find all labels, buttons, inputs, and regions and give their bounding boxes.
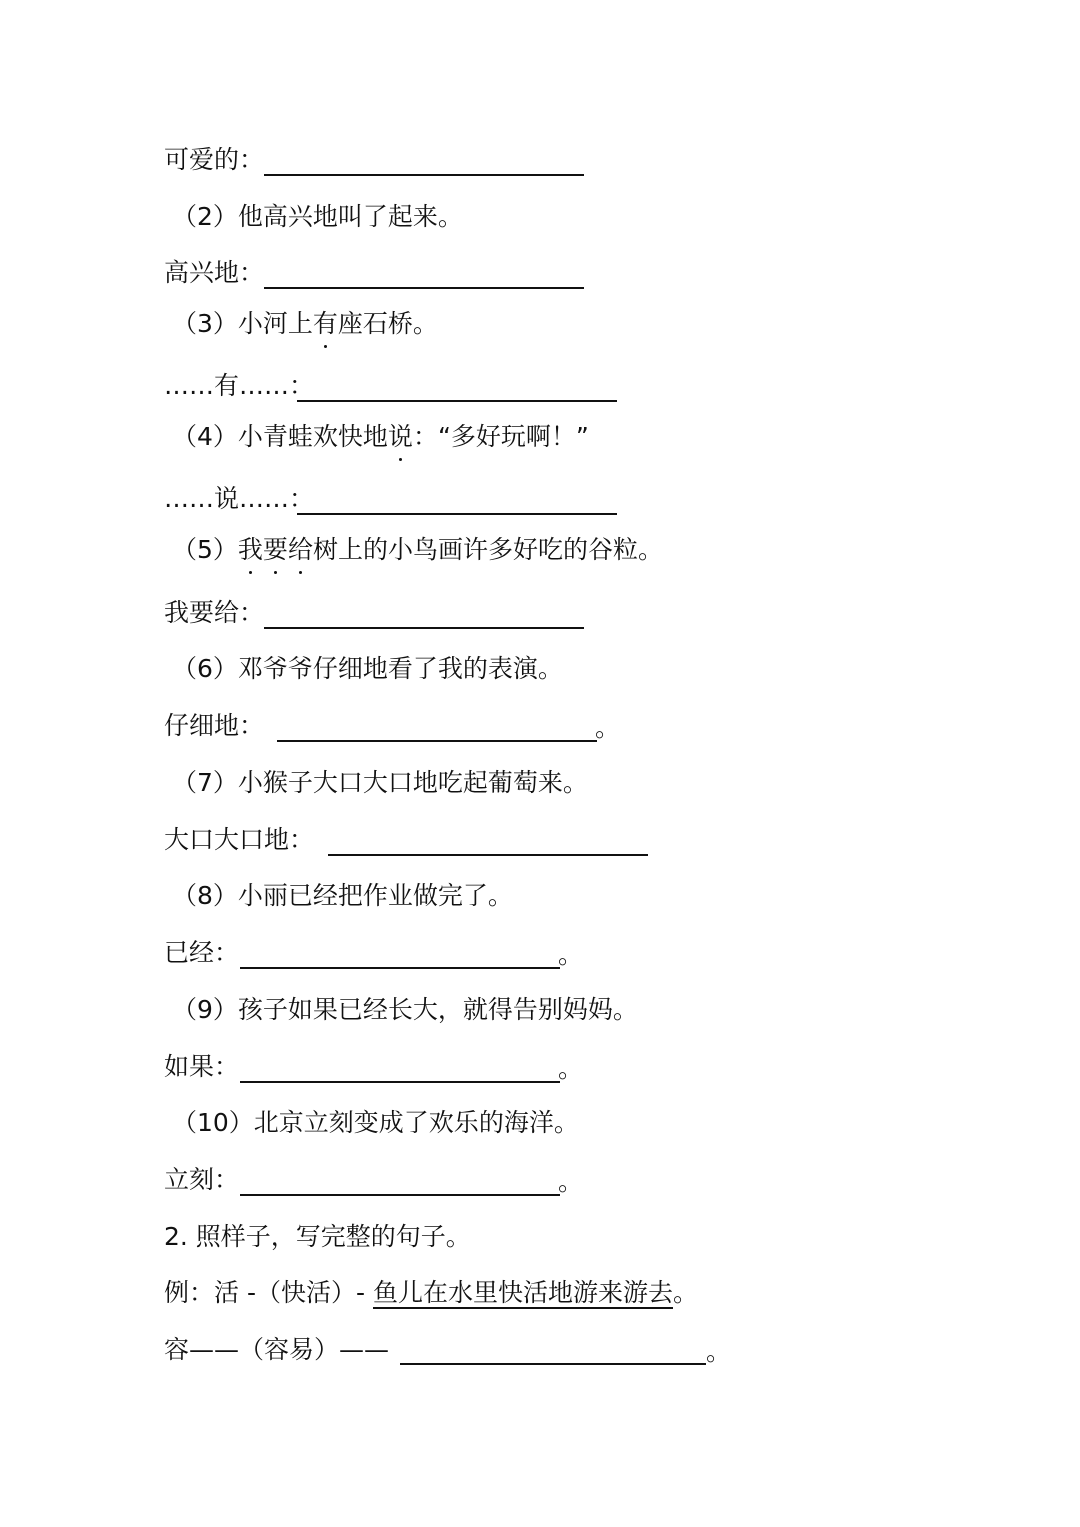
question-4: （4）小青蛙欢快地说：“多好玩啊！”	[172, 417, 589, 457]
example-sentence: 鱼儿在水里快活地游来游去	[372, 1278, 673, 1307]
answer-blank-7[interactable]	[328, 854, 648, 856]
question-8: （8）小丽已经把作业做完了。	[172, 881, 513, 910]
emphasis-char: 给	[288, 530, 313, 570]
answer-blank-6[interactable]	[277, 740, 597, 742]
end-mark-9: 。	[558, 1054, 584, 1083]
answer-blank-5[interactable]	[264, 627, 584, 629]
answer-blank-2[interactable]	[264, 287, 584, 289]
emphasis-char: 我	[238, 530, 263, 570]
answer-label-5: 我要给：	[164, 598, 265, 627]
end-mark-10: 。	[558, 1167, 584, 1196]
answer-label-4: ……说……：	[164, 484, 315, 513]
question-9: （9）孩子如果已经长大，就得告别妈妈。	[172, 995, 638, 1024]
answer-label-9: 如果：	[164, 1052, 240, 1081]
question-7: （7）小猴子大口大口地吃起葡萄来。	[172, 768, 588, 797]
end-mark-8: 。	[558, 940, 584, 969]
question-6: （6）邓爷爷仔细地看了我的表演。	[172, 654, 563, 683]
answer-blank-1[interactable]	[264, 174, 584, 176]
answer-blank-10[interactable]	[240, 1194, 560, 1196]
answer-blank-8[interactable]	[240, 967, 560, 969]
section-2-title: 2. 照样子，写完整的句子。	[164, 1222, 471, 1251]
question-5: （5）我要给树上的小鸟画许多好吃的谷粒。	[172, 530, 663, 570]
question-3: （3）小河上有座石桥。	[172, 304, 438, 344]
task-blank[interactable]	[400, 1363, 706, 1365]
question-10: （10）北京立刻变成了欢乐的海洋。	[172, 1108, 579, 1137]
answer-blank-9[interactable]	[240, 1081, 560, 1083]
answer-label-7: 大口大口地：	[164, 825, 315, 854]
emphasis-char: 要	[263, 530, 288, 570]
answer-label-10: 立刻：	[164, 1165, 240, 1194]
answer-label-6: 仔细地：	[164, 711, 265, 740]
task-label: 容——（容易）——	[164, 1335, 390, 1364]
answer-label-2: 高兴地：	[164, 258, 265, 287]
example-line: 例：活 -（快活）- 鱼儿在水里快活地游来游去。	[164, 1278, 698, 1307]
answer-label-3: ……有……：	[164, 371, 315, 400]
task-end-mark: 。	[706, 1337, 732, 1366]
answer-blank-3[interactable]	[297, 400, 617, 402]
answer-label-8: 已经：	[164, 938, 240, 967]
answer-blank-4[interactable]	[297, 513, 617, 515]
end-mark-6: 。	[595, 713, 621, 742]
emphasis-char: 说	[388, 417, 413, 457]
emphasis-char: 有	[313, 304, 338, 344]
question-2: （2）他高兴地叫了起来。	[172, 202, 463, 231]
answer-label-1: 可爱的：	[164, 145, 265, 174]
